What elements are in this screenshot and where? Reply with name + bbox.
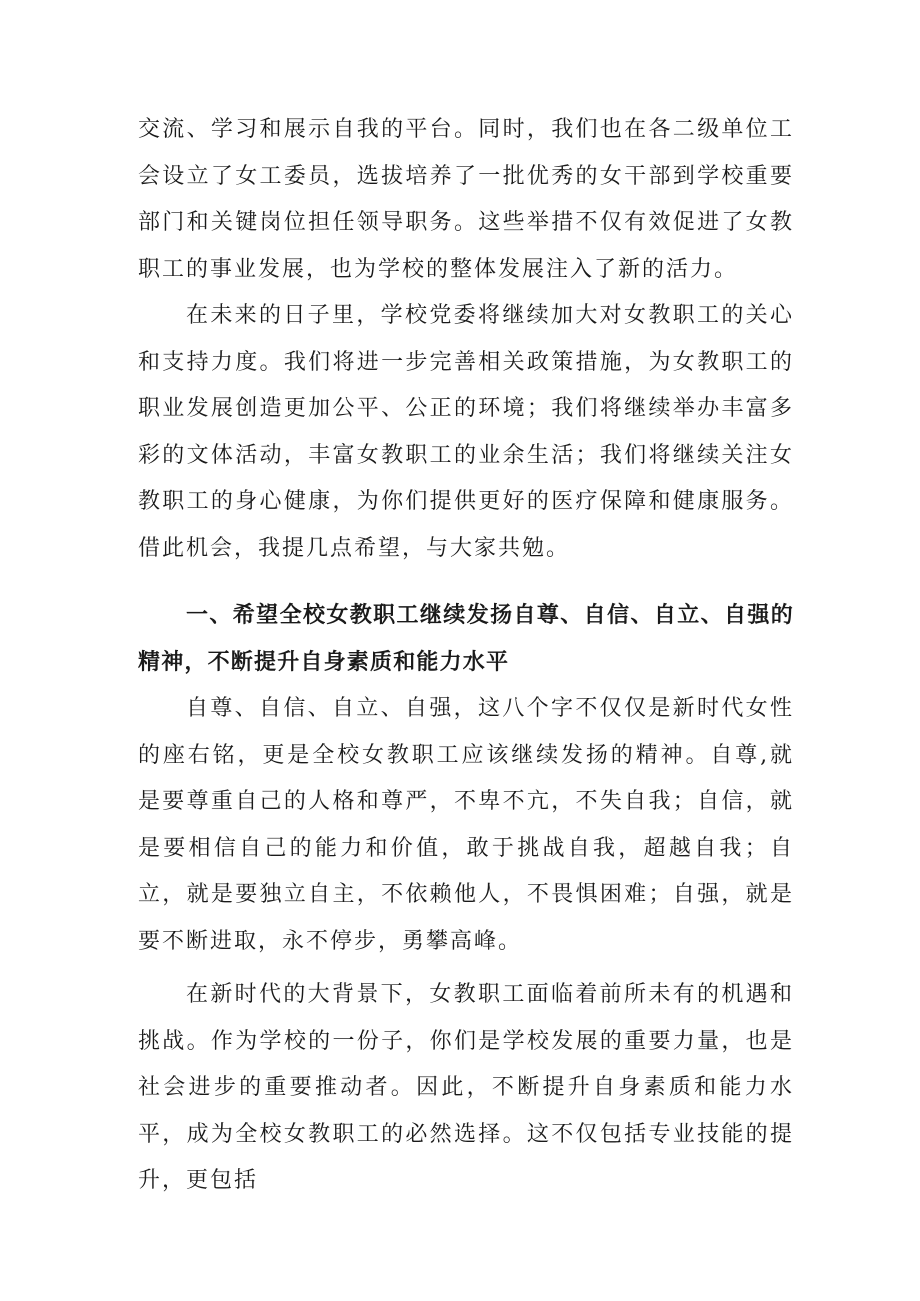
paragraph-future-support: 在未来的日子里，学校党委将继续加大对女教职工的关心和支持力度。我们将进一步完善相关政策措施，为女教职工的职业发展创造更加公平、公正的环境；我们将继续举办丰富多彩的文体活动，丰富女教职工的业余生活；我们将继续关注女教职工的身心健康，为你们提供更好的医疗保障和健康服务。借此机会，我提几点希望，与大家共勉。 <box>138 303 794 561</box>
section-heading-1: 一、希望全校女教职工继续发扬自尊、自信、自立、自强的精神，不断提升自身素质和能力水平 <box>138 603 794 675</box>
paragraph-self-respect: 自尊、自信、自立、自强，这八个字不仅仅是新时代女性的座右铭，更是全校女教职工应该继续发扬的精神。自尊,就是要尊重自己的人格和尊严，不卑不亢，不失自我；自信，就是要相信自己的能力和价值，敢于挑战自我，超越自我；自立，就是要独立自主，不依赖他人，不畏惧困难；自强，就是要不断进取，永不停步，勇攀高峰。 <box>138 696 794 954</box>
paragraph-new-era: 在新时代的大背景下，女教职工面临着前所未有的机遇和挑战。作为学校的一份子，你们是学校发展的重要力量，也是社会进步的重要推动者。因此，不断提升自身素质和能力水平，成为全校女教职工的必然选择。这不仅包括专业技能的提升，更包括 <box>138 982 794 1193</box>
paragraph-continuation: 交流、学习和展示自我的平台。同时，我们也在各二级单位工会设立了女工委员，选拔培养了一批优秀的女干部到学校重要部门和关键岗位担任领导职务。这些举措不仅有效促进了女教职工的事业发展，也为学校的整体发展注入了新的活力。 <box>138 117 794 282</box>
